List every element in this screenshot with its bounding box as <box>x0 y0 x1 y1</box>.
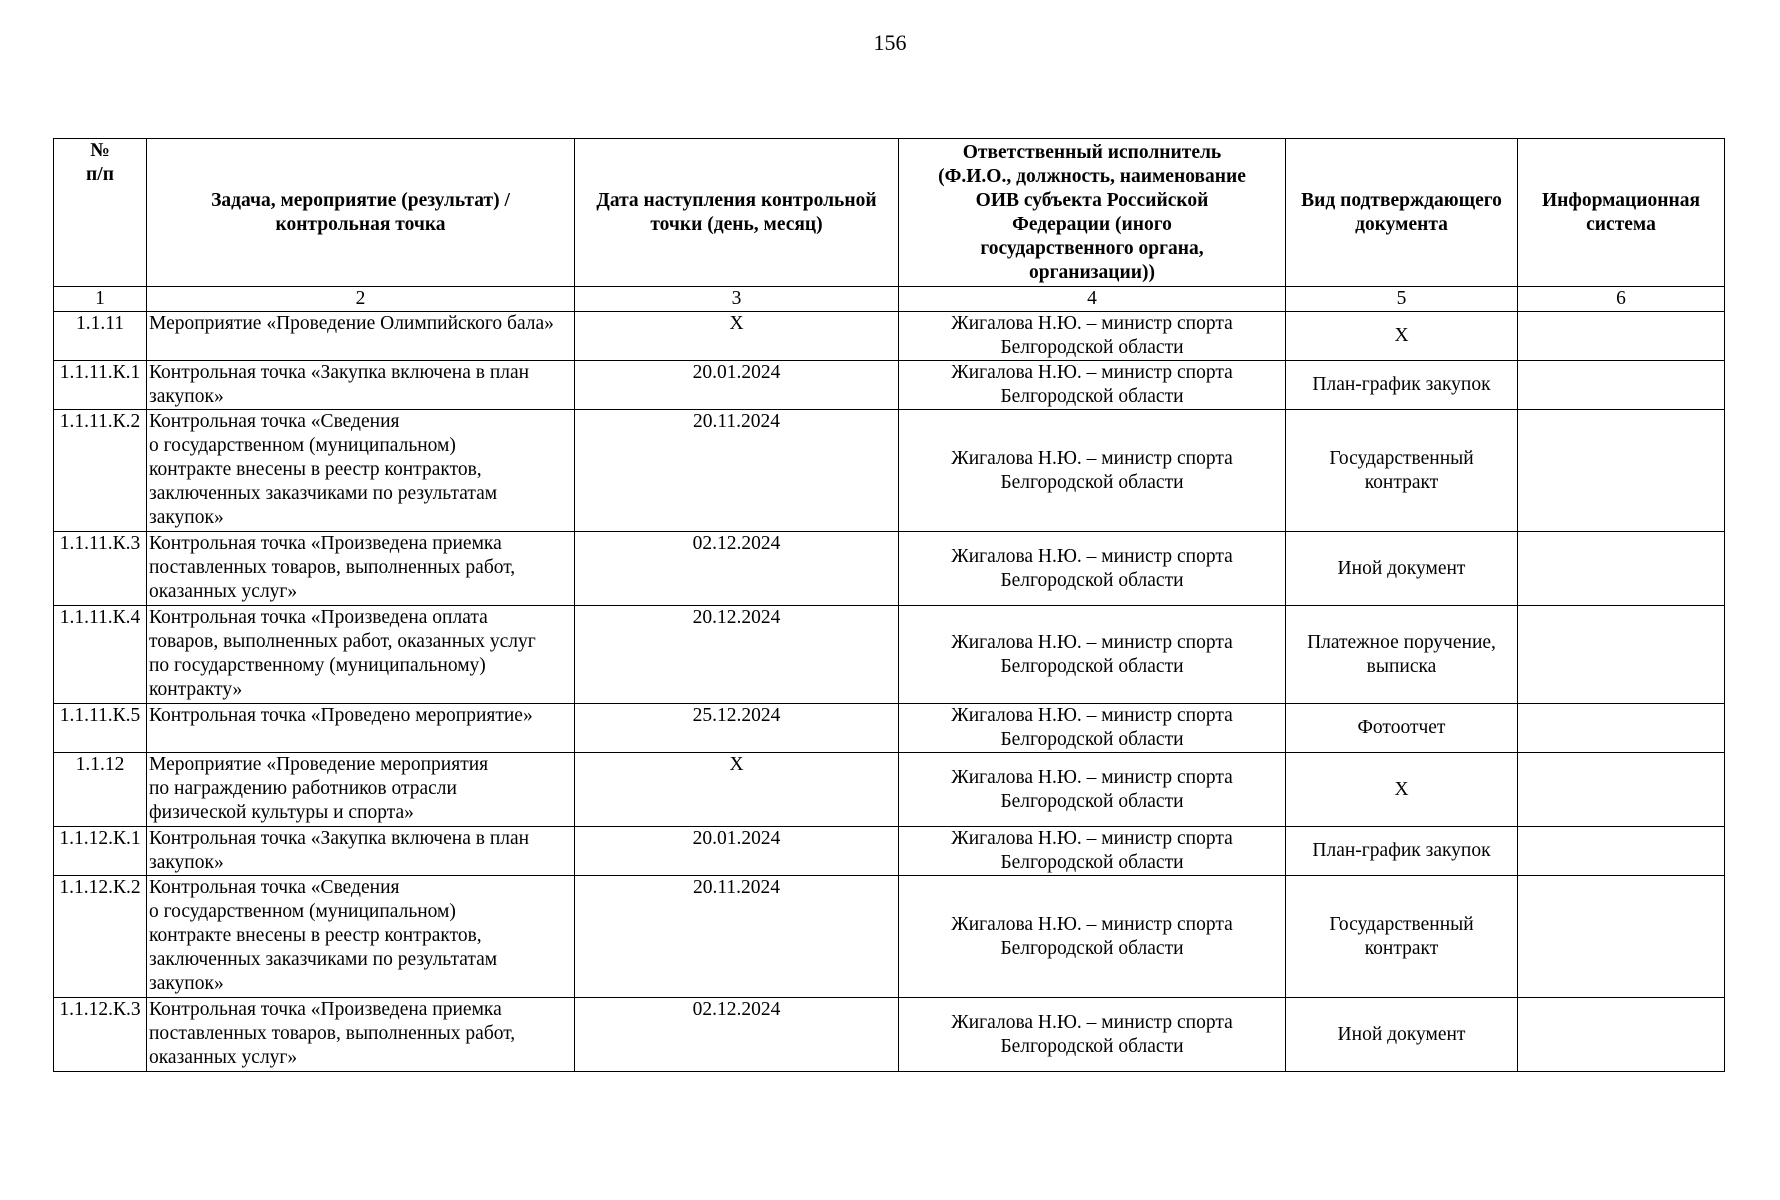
header-row <box>54 139 1725 287</box>
row-task: Мероприятие «Проведение мероприятия по награждению работников отрасли физической культуры и спорта» <box>147 753 575 827</box>
row-number: 1.1.11 <box>54 312 147 361</box>
row-date: 25.12.2024 <box>575 704 899 753</box>
row-responsible: Жигалова Н.Ю. – министр спорта Белгородской области <box>899 312 1286 361</box>
row-number: 1.1.11.К.2 <box>54 410 147 532</box>
row-system <box>1518 312 1725 361</box>
row-document: Государственный контракт <box>1286 876 1518 998</box>
row-number: 1.1.12.К.3 <box>54 998 147 1072</box>
row-responsible: Жигалова Н.Ю. – министр спорта Белгородской области <box>899 361 1286 410</box>
row-number: 1.1.11.К.5 <box>54 704 147 753</box>
row-task: Контрольная точка «Сведения о государственном (муниципальном) контракте внесены в реестр контрактов, заключенных заказчиками по результатам закупок» <box>147 410 575 532</box>
header-document: Вид подтверждающего документа <box>1286 139 1518 287</box>
row-document: Фотоотчет <box>1286 704 1518 753</box>
column-index: 3 <box>575 287 899 312</box>
column-index-row <box>54 287 1725 312</box>
row-date: 20.11.2024 <box>575 410 899 532</box>
row-system <box>1518 876 1725 998</box>
row-system <box>1518 998 1725 1072</box>
table-row <box>54 998 1725 1072</box>
row-task: Контрольная точка «Произведена приемка поставленных товаров, выполненных работ, оказанных услуг» <box>147 998 575 1072</box>
row-responsible: Жигалова Н.Ю. – министр спорта Белгородской области <box>899 704 1286 753</box>
table-row <box>54 827 1725 876</box>
table-row <box>54 361 1725 410</box>
row-document: X <box>1286 753 1518 827</box>
row-responsible: Жигалова Н.Ю. – министр спорта Белгородской области <box>899 753 1286 827</box>
row-date: 20.11.2024 <box>575 876 899 998</box>
row-number: 1.1.11.К.4 <box>54 606 147 704</box>
row-system <box>1518 532 1725 606</box>
row-task: Контрольная точка «Сведения о государственном (муниципальном) контракте внесены в реестр контрактов, заключенных заказчиками по результатам закупок» <box>147 876 575 998</box>
row-document: План-график закупок <box>1286 361 1518 410</box>
row-number: 1.1.11.К.3 <box>54 532 147 606</box>
row-responsible: Жигалова Н.Ю. – министр спорта Белгородской области <box>899 827 1286 876</box>
table-row <box>54 753 1725 827</box>
table-row <box>54 704 1725 753</box>
row-responsible: Жигалова Н.Ю. – министр спорта Белгородской области <box>899 876 1286 998</box>
row-date: 02.12.2024 <box>575 532 899 606</box>
row-number: 1.1.12.К.1 <box>54 827 147 876</box>
table-row <box>54 312 1725 361</box>
column-index: 6 <box>1518 287 1725 312</box>
table-row <box>54 410 1725 532</box>
page-number: 156 <box>873 30 907 55</box>
row-number: 1.1.11.К.1 <box>54 361 147 410</box>
row-date: 20.01.2024 <box>575 361 899 410</box>
header-system: Информационная система <box>1518 139 1725 287</box>
row-number: 1.1.12 <box>54 753 147 827</box>
row-date: X <box>575 753 899 827</box>
column-index: 4 <box>899 287 1286 312</box>
row-task: Контрольная точка «Закупка включена в план закупок» <box>147 827 575 876</box>
row-document: План-график закупок <box>1286 827 1518 876</box>
row-system <box>1518 410 1725 532</box>
row-system <box>1518 606 1725 704</box>
row-number: 1.1.12.К.2 <box>54 876 147 998</box>
row-responsible: Жигалова Н.Ю. – министр спорта Белгородской области <box>899 410 1286 532</box>
plan-table <box>53 138 1725 1072</box>
row-task: Контрольная точка «Проведено мероприятие» <box>147 704 575 753</box>
row-task: Контрольная точка «Закупка включена в план закупок» <box>147 361 575 410</box>
row-responsible: Жигалова Н.Ю. – министр спорта Белгородской области <box>899 532 1286 606</box>
row-task: Мероприятие «Проведение Олимпийского бала» <box>147 312 575 361</box>
column-index: 5 <box>1286 287 1518 312</box>
row-system <box>1518 827 1725 876</box>
row-date: 02.12.2024 <box>575 998 899 1072</box>
table-body <box>54 312 1725 1072</box>
row-system <box>1518 704 1725 753</box>
row-responsible: Жигалова Н.Ю. – министр спорта Белгородской области <box>899 998 1286 1072</box>
row-task: Контрольная точка «Произведена приемка поставленных товаров, выполненных работ, оказанных услуг» <box>147 532 575 606</box>
row-document: X <box>1286 312 1518 361</box>
column-index: 1 <box>54 287 147 312</box>
row-document: Иной документ <box>1286 998 1518 1072</box>
row-date: X <box>575 312 899 361</box>
table-row <box>54 606 1725 704</box>
header-task: Задача, мероприятие (результат) / контрольная точка <box>147 139 575 287</box>
header-number: № п/п <box>54 139 147 287</box>
row-task: Контрольная точка «Произведена оплата товаров, выполненных работ, оказанных услуг по государственному (муниципальному) контракту» <box>147 606 575 704</box>
header-date: Дата наступления контрольной точки (день, месяц) <box>575 139 899 287</box>
row-date: 20.01.2024 <box>575 827 899 876</box>
column-index: 2 <box>147 287 575 312</box>
row-document: Платежное поручение, выписка <box>1286 606 1518 704</box>
row-document: Государственный контракт <box>1286 410 1518 532</box>
row-responsible: Жигалова Н.Ю. – министр спорта Белгородской области <box>899 606 1286 704</box>
table-row <box>54 532 1725 606</box>
row-date: 20.12.2024 <box>575 606 899 704</box>
row-document: Иной документ <box>1286 532 1518 606</box>
header-responsible: Ответственный исполнитель (Ф.И.О., должность, наименование ОИВ субъекта Российской Федерации (иного государственного органа, организации)) <box>899 139 1286 287</box>
table-row <box>54 876 1725 998</box>
row-system <box>1518 361 1725 410</box>
row-system <box>1518 753 1725 827</box>
